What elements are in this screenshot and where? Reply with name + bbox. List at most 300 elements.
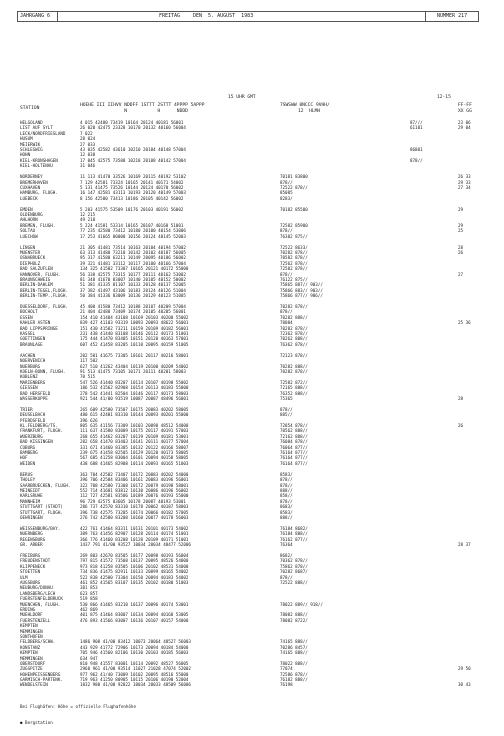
station-name: HELGOLAND <box>20 120 43 125</box>
cloud-groups: 78082 888// <box>280 612 308 618</box>
synop-groups: 422 761 41464 83311 10131 20101 40173 54002 <box>80 525 189 531</box>
synop-groups: 269 803 42670 83505 10177 20098 40193 56004 <box>80 553 189 559</box>
station-name: MARIENBERG <box>20 379 46 385</box>
station-name: WEISSENBURG/BAY. <box>20 525 61 531</box>
cloud-heading: 7SWSWW 8NCCC 9VHH/ <box>280 103 330 108</box>
cloud-groups: 878// <box>280 271 293 277</box>
station-name: KIEL-KRONSHAGEN <box>20 157 58 163</box>
synop-groups: 1486 908 41/00 83412 10073 20064 48527 56003 <box>80 639 191 645</box>
wind-gust: 28 <box>458 244 464 250</box>
synop-groups: 154 410 41484 43108 10169 20103 40200 55002 <box>80 314 189 320</box>
synop-groups: 401 875 41464 83007 10134 20094 40168 53005 <box>80 612 189 618</box>
synop-groups: 381 853 <box>80 585 98 591</box>
synop-groups: 49 218 <box>80 217 96 223</box>
synop-groups: 17 045 42575 73508 10218 20108 40142 57004 <box>80 157 186 163</box>
station-name: ZUGSPITZE <box>20 666 43 672</box>
station-name: GIESSEN <box>20 385 38 391</box>
synop-groups: 480 615 42481 83310 10144 20093 40201 55000 <box>80 412 189 418</box>
station-name: KIEL-HOLTENAU <box>20 163 53 169</box>
station-name: KAHLER ASTEN <box>20 320 51 326</box>
synop-groups: 552 714 41681 83812 10130 20086 40196 56002 <box>80 487 189 493</box>
station-table <box>20 120 485 688</box>
synop-groups: 11 113 41470 33526 10169 20115 40192 53102 <box>80 174 186 180</box>
station-name: GR. ARBER <box>20 542 43 548</box>
synop-groups: 461 852 41565 83107 10135 20102 40180 51003 <box>80 580 189 586</box>
cloud-groups: 76164 877// <box>280 455 308 461</box>
station-name: BERUS <box>20 471 33 477</box>
station-name: KASSEL <box>20 331 36 337</box>
time-heading: 15 UHR GMT <box>228 95 256 100</box>
synop-groups: 977 962 41/40 73009 10102 20095 48516 55000 <box>80 671 189 677</box>
cloud-groups: 70282 878// <box>280 325 308 331</box>
station-name: WENDELSTEIN <box>20 682 48 688</box>
synop-groups: 70 515 <box>80 374 96 380</box>
report-date: DEN 5. AUGUST 1983 <box>193 13 254 19</box>
synop-groups: 462 869 <box>80 606 98 612</box>
station-name: BAD HERSFELD <box>20 390 51 396</box>
synop-groups: 278 542 41441 82504 10146 20117 40173 58003 <box>80 390 189 396</box>
station-name: TRIER <box>20 406 33 412</box>
station-name: OLDENBURG <box>20 212 43 218</box>
cloud-groups: 70282 878// <box>280 249 308 255</box>
obs-heading: HOEHE III IIHVV NDDFF 1STTT 2STTT 4PPPP 5APPP <box>80 103 205 108</box>
station-name: NEUBURG/DONAU <box>20 585 53 591</box>
synop-groups: 231 438 41440 83108 10146 20112 40173 51001 <box>80 331 189 337</box>
year-label: JAHRGANG <box>20 13 45 19</box>
header-divider <box>425 11 426 21</box>
synop-groups: 77 235 42580 73412 10180 20100 40154 53006 <box>80 228 186 234</box>
station-name: HAMBURG, FLUGH. <box>20 190 58 196</box>
cloud-groups: 70286 8457/ <box>280 644 308 650</box>
wind-gust: 30 43 <box>458 682 471 688</box>
cloud-groups: 76184 888// <box>280 531 308 537</box>
cloud-groups: 8683/ <box>280 504 293 510</box>
station-name: KL.FELDBERG/TS. <box>20 423 58 429</box>
synop-groups: 112 727 42581 83506 10189 20076 40193 55000 <box>80 493 189 499</box>
cloud-groups: 885// <box>280 412 293 418</box>
station-name: STUTTGART, FLUGH. <box>20 509 63 515</box>
station-name: LANDSBERG/LECH <box>20 590 56 596</box>
wind-gust: 29 33 <box>458 179 471 185</box>
wind-gust: 29 04 <box>458 125 471 131</box>
issue-number: NUMMER 217 <box>437 13 468 19</box>
synop-groups: 31 046 <box>80 163 96 169</box>
station-name: KOBLENZ <box>20 374 38 380</box>
synop-groups: 63 313 41480 73210 10142 20102 40187 56005 <box>80 249 186 255</box>
synop-groups: 12 038 <box>80 152 96 158</box>
synop-groups: 81 348 41670 83007 10140 20105 40152 50002 <box>80 276 186 282</box>
station-name: GOETTINGEN <box>20 336 46 342</box>
synop-groups: 522 838 42580 73304 10150 20094 40183 54002 <box>80 574 189 580</box>
station-name: KLIPPENECK <box>20 563 46 569</box>
cloud-groups: 75862 878// <box>280 563 308 569</box>
station-name: BERLIN-DAHLEM <box>20 282 53 288</box>
station-name: SAARBRUECKEN, FLUGH. <box>20 482 71 488</box>
station-name: WUERZBURG <box>20 433 43 439</box>
station-name: SCHLESWIG <box>20 146 43 152</box>
cloud-groups: 76364 <box>280 542 293 548</box>
cloud-groups: 72362 878// <box>280 331 308 337</box>
synop-groups: 43 035 42582 43610 10210 20104 40148 57004 <box>80 146 186 152</box>
table-row <box>20 342 485 347</box>
cloud-groups: 76122 875// <box>280 276 308 282</box>
cloud-groups: 72162 888// <box>280 433 308 439</box>
cloud-groups: 78084 <box>280 320 293 326</box>
table-row <box>20 293 485 298</box>
synop-groups: 366 776 41460 83208 10120 20109 40171 51001 <box>80 536 189 542</box>
wind-gust: 26 33 <box>458 174 471 180</box>
station-name: FELDBERG/SCHW. <box>20 639 56 645</box>
synop-groups: 705 946 41560 82106 10130 20103 40185 56003 <box>80 650 189 656</box>
cloud-groups: 70182 85500 <box>280 206 308 212</box>
cloud-groups: 72165 888// <box>280 385 308 391</box>
station-name: MUEHLDORF <box>20 612 43 618</box>
wind-gust: 28 37 <box>458 542 471 548</box>
cloud-groups: 878// <box>280 574 293 580</box>
station-name: EMDEN <box>20 206 33 212</box>
wind-gust: 28 <box>458 395 464 401</box>
station-name: HOHN <box>20 152 31 158</box>
station-name: AUGSBURG <box>20 580 41 586</box>
cloud-groups: 76352 888// <box>280 390 308 396</box>
report-header <box>17 11 479 25</box>
cloud-groups: 70562 888// <box>280 428 308 434</box>
cloud-groups: 878// <box>280 482 293 488</box>
station-name: MEINEIDT <box>20 487 41 493</box>
station-name: MUENCHEN, FLUGH. <box>20 601 61 607</box>
cloud-groups: 72854 878// <box>280 423 308 429</box>
synop-groups: 476 893 41566 83007 10136 20107 40157 54000 <box>80 617 189 623</box>
synop-groups: 331 671 41460 83305 10132 20122 40166 58007 <box>80 444 189 450</box>
synop-groups: 50 384 41336 83009 10136 20129 40123 51005 <box>80 293 186 299</box>
synop-groups: 1437 791 41/00 93527 10034 20034 48477 52006 <box>80 542 191 548</box>
station-name: MANNHEIM <box>20 498 41 504</box>
synop-groups: 56 338 42575 73315 10177 20111 40162 53002 <box>80 271 186 277</box>
extra-groups: 87/// <box>410 120 423 125</box>
station-name: NOERVENICH <box>20 358 46 364</box>
station-name: OEHRINGEN <box>20 514 43 520</box>
station-name: OSNABRUECK <box>20 255 46 261</box>
wind-gust: 27 34 <box>458 184 471 190</box>
station-name: HOHENPEISSENBERG <box>20 671 61 677</box>
synop-groups: 268 655 41462 83207 10139 20109 40181 53001 <box>80 433 189 439</box>
cloud-groups: 72522 878// <box>280 184 308 190</box>
wind-gust: 29 <box>458 222 464 228</box>
station-name: BAMBERG <box>20 450 38 456</box>
table-row <box>20 196 485 201</box>
wind-gust: 25 <box>458 228 464 234</box>
synop-groups: 282 658 41470 83403 10141 20111 40177 57004 <box>80 439 189 445</box>
synop-groups: 634 947 <box>80 655 98 661</box>
synop-groups: 28 024 <box>80 136 96 142</box>
header-rule-top <box>17 11 479 12</box>
synop-groups: 96 729 42575 83605 10178 20087 40193 53001 <box>80 498 186 504</box>
cloud-groups: 75866 877// 906// <box>280 293 323 299</box>
station-name: CUXHAVEN <box>20 184 41 190</box>
cloud-groups: 878// <box>280 228 293 234</box>
station-name: DEUSELBACH <box>20 412 46 418</box>
station-name: REGENSBURG <box>20 536 46 542</box>
station-name: MEMMINGEN <box>20 655 43 661</box>
table-row <box>20 163 485 168</box>
station-name: LUEBECK <box>20 195 38 201</box>
table-row <box>20 515 485 520</box>
synop-groups: 443 929 41772 72906 10173 20094 40184 54000 <box>80 644 189 650</box>
header-divider <box>17 11 18 21</box>
cloud-groups: 72522 888// <box>280 580 308 586</box>
synop-groups: 530 866 41465 83210 10137 20096 40174 53001 <box>80 601 189 607</box>
station-name: ULM <box>20 574 28 580</box>
station-name: BREMEN, FLUGH. <box>20 222 56 228</box>
synop-groups: 921 544 41/00 93519 10087 20087 48496 56001 <box>80 395 189 401</box>
extra-groups: 86801 <box>410 146 423 152</box>
station-name: MUENSTER <box>20 249 41 255</box>
station-name: STOETTEN <box>20 569 41 575</box>
synop-groups: 134 325 41582 73307 10165 20121 40172 55000 <box>80 266 189 272</box>
cloud-groups: 70262 888// <box>280 336 308 342</box>
synop-groups: 2960 961 41/00 93514 11027 21028 47074 52002 <box>80 666 191 672</box>
station-name: BERLIN-TEMP.,FLUGH. <box>20 293 68 299</box>
station-name: BAD SALZUFLEN <box>20 266 53 272</box>
cloud-groups: 72586 878// <box>280 671 308 677</box>
cloud-groups: 70582 878// <box>280 255 308 261</box>
cloud-groups: 74165 888// <box>280 650 308 656</box>
station-name: BERLIN-TEGEL,FLUGH. <box>20 287 68 293</box>
synop-groups: 95 317 41580 63211 10149 20095 40186 56002 <box>80 255 186 261</box>
station-name: ERDING <box>20 606 36 612</box>
synop-groups: 12 215 <box>80 212 96 218</box>
synop-groups: 51 381 41335 81107 10133 20128 40137 52005 <box>80 282 186 288</box>
station-name: KEMPTEN <box>20 623 38 629</box>
table-row <box>20 396 485 401</box>
synop-groups: 438 688 41465 82908 10114 20093 40165 51003 <box>80 460 189 466</box>
cloud-groups: 878// <box>280 406 293 412</box>
synop-groups: 27 033 <box>80 141 96 147</box>
synop-groups: 805 635 41156 73309 10103 20098 48512 54000 <box>80 423 189 429</box>
station-name: PFERDSFELD <box>20 417 46 423</box>
synop-groups: 322 708 42580 73308 10172 20079 40198 58001 <box>80 482 189 488</box>
synop-groups: 151 430 41582 73211 10159 20109 40182 56001 <box>80 325 189 331</box>
synop-groups: 1832 980 41/00 92822 10034 20033 48509 56006 <box>80 682 191 688</box>
cloud-groups: 75866 883// 903// <box>280 287 323 293</box>
cloud-groups: 76162 877// <box>280 536 308 542</box>
synop-groups: 973 818 41258 83505 10106 20102 48531 54000 <box>80 563 189 569</box>
table-row <box>20 682 485 687</box>
weekday: FREITAG <box>159 13 181 19</box>
station-name: FUERSTENFELDBRUCK <box>20 596 63 602</box>
synop-groups: 396 706 42584 83406 10161 20083 40196 56001 <box>80 477 189 483</box>
wind-subheading: XX GG <box>458 109 472 114</box>
station-name: KEMPTEN <box>20 650 38 656</box>
synop-groups: 519 858 <box>80 596 98 602</box>
cloud-groups: 76198 <box>280 682 293 688</box>
cloud-groups: 8583/ <box>280 471 293 477</box>
synop-groups: 623 857 <box>80 590 98 596</box>
cloud-groups: 78022 889// 918// <box>280 601 323 607</box>
cloud-groups: 858// <box>280 493 293 499</box>
station-name: BAD KISSINGEN <box>20 439 53 445</box>
synop-groups: 810 948 41557 83001 10114 20092 48527 56005 <box>80 660 189 666</box>
footnote-mountain-station: ● Bergstation <box>20 720 53 726</box>
cloud-groups: 76164 877// <box>280 450 308 456</box>
synop-groups: 396 626 <box>80 417 98 423</box>
cloud-groups: 85085 <box>280 190 293 196</box>
table-row <box>20 461 485 466</box>
cloud-groups: 70282 878// <box>280 304 308 310</box>
synop-groups: 202 501 41675 73305 10161 20117 40216 58001 <box>80 352 189 358</box>
wind-gust: 29 <box>458 206 464 212</box>
synop-groups: 91 513 41475 73105 10171 20111 40201 58003 <box>80 368 186 374</box>
station-name: FREUDENSTADT <box>20 558 51 564</box>
wind-gust: 25 36 <box>458 320 471 326</box>
station-name: HOF <box>20 455 28 461</box>
synop-groups: 186 532 41562 82908 10154 20113 40183 55000 <box>80 385 189 391</box>
synop-groups: 39 321 41481 33112 10117 20100 40166 57004 <box>80 260 186 266</box>
extra-groups: 878// <box>410 157 423 163</box>
cloud-groups: 78082 8722/ <box>280 617 308 623</box>
cloud-groups: 70181 83800 <box>280 174 308 180</box>
header-rule-bottom <box>17 21 479 22</box>
station-name: FUERSTENZELL <box>20 617 51 623</box>
station-name: SOLTAU <box>20 228 36 234</box>
synop-groups: 17 253 41665 80000 10156 20124 40145 52003 <box>80 233 186 239</box>
cloud-groups: 8283/ <box>280 195 293 201</box>
station-name: THOLEY <box>20 477 36 483</box>
table-row <box>20 542 485 547</box>
synop-groups: 567 685 41258 83004 10101 20094 40158 58005 <box>80 455 189 461</box>
synop-groups: 734 836 41475 82911 10133 20099 48165 54002 <box>80 569 189 575</box>
synop-groups: 37 382 41497 43106 10183 20124 40126 51004 <box>80 287 186 293</box>
synop-groups: 5 224 41581 53314 10165 20107 40168 51001 <box>80 222 184 228</box>
synop-groups: 363 704 42582 73407 10172 20083 40202 54000 <box>80 471 189 477</box>
synop-groups: 627 510 41262 43404 10119 20100 40209 54002 <box>80 363 189 369</box>
synop-groups: 117 502 <box>80 358 98 364</box>
synop-groups: 547 526 41440 83207 10114 20107 40190 55002 <box>80 379 189 385</box>
wind-gust: 23 06 <box>458 120 471 125</box>
station-name: KOELN-BONN, FLUGH. <box>20 368 66 374</box>
header-divider <box>57 11 58 21</box>
cloud-groups: 76184 8682/ <box>280 525 308 531</box>
cloud-groups: 888// <box>280 514 293 520</box>
station-name: LINGEN <box>20 244 36 250</box>
station-name: GARMISCH-PARTENK. <box>20 677 63 683</box>
station-name: SONTHOFEN <box>20 633 43 639</box>
station-name: MEIERWIK <box>20 141 41 147</box>
cloud-groups: 8583/ <box>280 509 293 515</box>
cloud-groups: 72123 878// <box>280 352 308 358</box>
cloud-groups: 72562 878// <box>280 260 308 266</box>
synop-groups: 16 147 42581 43113 10193 20120 40149 57003 <box>80 190 186 196</box>
cloud-groups: 878// <box>280 498 293 504</box>
station-name: ESSEN <box>20 314 33 320</box>
station-name: BAD LIPPSPRINGE <box>20 325 58 331</box>
synop-groups: 21 305 41481 73514 10163 20104 40194 57002 <box>80 244 186 250</box>
station-name: MEMMINGEN <box>20 628 43 634</box>
cloud-groups: 878// <box>280 309 293 315</box>
cloud-groups: 8682/ <box>280 553 293 559</box>
station-name: STUTTGART (STADT) <box>20 504 63 510</box>
station-heading: STATION <box>20 106 40 111</box>
station-name: KARLSRUHE <box>20 493 43 499</box>
station-name: LECK/NORDFRIESLAND <box>20 130 66 136</box>
header-divider <box>478 11 479 21</box>
cloud-groups: 78022 888// <box>280 660 308 666</box>
cloud-groups: 76182 888// <box>280 677 308 683</box>
station-name: NUERNBERG <box>20 531 43 537</box>
synop-groups: 839 427 41103 93319 10093 20093 48622 56001 <box>80 320 189 326</box>
cloud-groups: 76084 878// <box>280 439 308 445</box>
cloud-groups: 72582 872// <box>280 379 308 385</box>
synop-groups: 396 738 42575 73205 10174 20066 40182 57005 <box>80 509 189 515</box>
cloud-subheading: 12 HLMH <box>298 109 321 114</box>
station-name: OBERSTDORF <box>20 660 46 666</box>
station-name: AHLHORN <box>20 217 38 223</box>
synop-groups: 309 763 41456 82907 10128 20114 40174 51001 <box>80 531 189 537</box>
wind-gust: 26 <box>458 249 464 255</box>
station-name: LIST AUF SYLT <box>20 125 53 131</box>
cloud-groups: 72522 8633/ <box>280 244 308 250</box>
station-name: NORDERNEY <box>20 174 43 180</box>
extra-groups: 61101 <box>410 125 423 131</box>
year-value: 6 <box>47 13 51 19</box>
cloud-groups: 72582 85900 <box>280 222 308 228</box>
station-name: COBURG <box>20 444 36 450</box>
obs-subheading: N H NDDD <box>80 109 188 114</box>
synop-groups: 26 020 42475 23328 10170 20132 40160 56004 <box>80 125 186 131</box>
station-name: WEIDEN <box>20 460 36 466</box>
station-name: BRAUNLAGE <box>20 341 43 347</box>
synop-groups: 7 022 <box>80 130 93 136</box>
cloud-groups: 878// <box>280 477 293 483</box>
synop-groups: 5 203 41575 53509 10176 20103 40191 56002 <box>80 206 184 212</box>
cloud-groups: 76064 877// <box>280 444 308 450</box>
synop-groups: 276 742 42580 83208 10160 20077 40178 56003 <box>80 514 189 520</box>
station-name: FREIBURG <box>20 553 41 559</box>
synop-groups: 286 737 42570 83310 10178 20062 40187 58003 <box>80 504 189 510</box>
station-name: KONSTANZ <box>20 644 41 650</box>
station-name: DIEPHOLZ <box>20 260 41 266</box>
synop-groups: 21 404 42480 73409 10174 20105 40205 56001 <box>80 309 186 315</box>
synop-groups: 5 131 41475 73526 10144 20124 40170 56002 <box>80 184 184 190</box>
cloud-groups: 70282 878// <box>280 368 308 374</box>
wind-gust: 26 <box>458 423 464 429</box>
synop-groups: 7 129 42581 73324 10165 20141 40171 54002 <box>80 179 184 185</box>
synop-groups: 175 444 41470 83405 10151 20120 40163 57001 <box>80 336 189 342</box>
synop-groups: 607 452 41458 83205 10110 20095 40159 51005 <box>80 341 189 347</box>
table-row <box>20 234 485 239</box>
synop-groups: 4 015 42480 73419 10164 20124 40181 56001 <box>80 120 184 125</box>
cloud-groups: 76382 875// <box>280 233 308 239</box>
cloud-groups: 888// <box>280 487 293 493</box>
station-name: HANNOVER, FLUGH. <box>20 271 61 277</box>
cloud-groups: 76362 878// <box>280 341 308 347</box>
footnote-airport-height: Bei Flughäfen: Höhe = offizielle Flughafenhöhe <box>20 704 136 710</box>
station-name: LUECHOW <box>20 233 38 239</box>
wind-gust: 27 <box>458 271 464 277</box>
station-name: FRANKFURT, FLUGH. <box>20 428 63 434</box>
cloud-groups: 70282 888// <box>280 363 308 369</box>
synop-groups: 8 156 42580 73413 10186 20105 40142 56002 <box>80 195 184 201</box>
synop-groups: 719 963 41250 80905 10115 20106 40190 52004 <box>80 677 189 683</box>
cloud-groups: 75365 <box>280 395 293 401</box>
cloud-groups: 76164 877// <box>280 460 308 466</box>
station-name: BOCHOLT <box>20 309 38 315</box>
wind-heading: FF-FF <box>458 103 472 108</box>
wind-gust: 29 50 <box>458 666 471 672</box>
synop-groups: 111 637 41580 83009 10175 20117 40191 57003 <box>80 428 189 434</box>
synop-groups: 797 815 41572 73508 10137 20095 48526 54000 <box>80 558 189 564</box>
cloud-groups: 70362 878// <box>280 558 308 564</box>
